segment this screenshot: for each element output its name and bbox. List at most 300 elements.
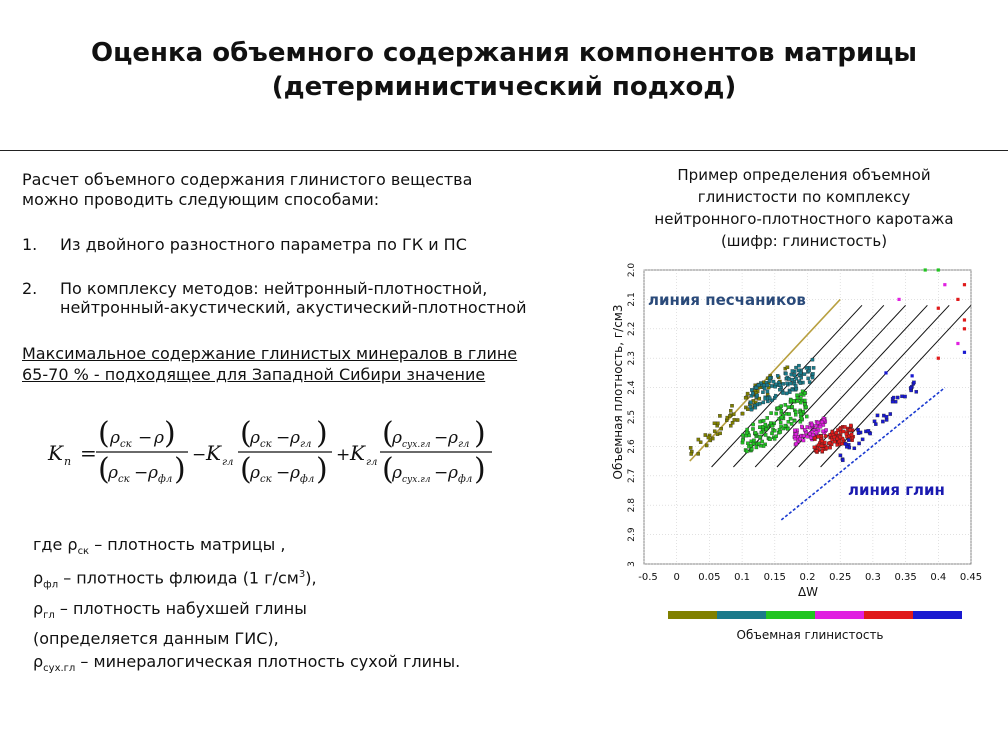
f2-den-sub2: фл [300,474,315,485]
scatter-point [867,429,870,432]
scatter-point [813,437,816,440]
scatter-point [894,400,897,403]
def2-end: ), [305,568,317,588]
y-tick-label: 2.0 [627,262,637,278]
f3-num-rho2: ρ [448,428,458,448]
scatter-point [794,366,797,369]
scatter-point [769,437,772,440]
paren-close-6: ) [474,452,486,487]
list-item-2-line-2: нейтронный-акустический, акустический-плотностной [60,298,527,317]
x-tick-label: 0.3 [864,572,881,583]
def3-rest: – плотность набухшей глины [54,598,307,618]
scatter-point [794,413,797,416]
paren-close-2: ) [174,452,186,487]
scatter-point [778,388,781,391]
list-item-2-line-1: По комплексу методов: нейтронный-плотностной, [60,279,488,298]
scatter-point [711,437,714,440]
scatter-point [745,434,748,437]
list-item-1-number: 1. [22,235,38,254]
scatter-point [762,419,765,422]
scatter-point [785,382,788,385]
scatter-point [746,392,749,395]
outlier-point [937,307,940,310]
def5-rest: – минералогическая плотность сухой глины. [75,651,461,671]
scatter-point [797,364,800,367]
scatter-point [744,396,747,399]
scatter-point [839,454,842,457]
scatter-point [793,429,796,432]
scatter-point [795,377,798,380]
colorbar-segment [913,611,962,619]
scatter-point [704,433,707,436]
x-tick-label: 0.05 [698,572,721,583]
scatter-point [807,377,810,380]
def2-sup: 3 [298,569,306,581]
scatter-point [803,373,806,376]
scatter-point [790,373,793,376]
scatter-point [874,423,877,426]
paren-close-3: ) [316,416,328,451]
caption-line-1: Пример определения объемной [677,166,931,184]
f2-den-rho2: ρ [290,463,300,483]
scatter-point [799,381,802,384]
scatter-point [803,399,806,402]
scatter-point [900,395,903,398]
sand-line-label: линия песчаников [648,291,806,309]
scatter-point [689,446,692,449]
scatter-point [857,432,860,435]
scatter-point [769,411,772,414]
scatter-point [802,434,805,437]
scatter-point [784,403,787,406]
f2-num-rho2: ρ [290,428,300,448]
scatter-point [782,382,785,385]
formula-plus: + [336,445,351,465]
def5-sub: сух.гл [43,663,76,675]
y-axis-label: Объемная плотность, г/см3 [611,304,625,480]
scatter-point [843,425,846,428]
scatter-point [769,421,772,424]
x-tick-label: 0.45 [959,572,983,583]
def5-prefix: ρ [33,651,44,671]
scatter-point [713,430,716,433]
f1-num-minus: − [138,428,153,448]
scatter-point [812,366,815,369]
caption-line-2: глинистости по комплексу [697,188,911,206]
x-tick-label: 0.35 [894,572,917,583]
scatter-point [766,390,769,393]
outlier-point [937,357,940,360]
f1-den-sub2: фл [158,474,173,485]
definition-line-4: (определяется данным ГИС), [33,628,279,648]
scatter-point [813,446,816,449]
scatter-point [736,418,739,421]
outlier-point [924,268,927,271]
scatter-point [761,391,764,394]
scatter-point [758,435,761,438]
scatter-point [728,414,731,417]
def3-prefix: ρ [33,598,44,618]
scatter-point [825,446,828,449]
f1-den-sub: ск [118,474,130,485]
scatter-point [795,442,798,445]
outlier-point [884,371,887,374]
scatter-point [793,419,796,422]
scatter-point [731,421,734,424]
def2-prefix: ρ [33,568,44,588]
f3-num-rho: ρ [392,428,402,448]
scatter-point [789,399,792,402]
scatter-point [839,427,842,430]
scatter-point [774,394,777,397]
scatter-point [799,401,802,404]
scatter-point [763,387,766,390]
colorbar-segment [668,611,717,619]
scatter-point [811,372,814,375]
scatter-point [808,432,811,435]
f3-den-minus: − [434,463,449,483]
scatter-point [915,390,918,393]
x-tick-label: -0.5 [638,572,658,583]
formula-k: K [48,441,63,465]
outlier-point [963,327,966,330]
intro-line-2: можно проводить следующим способами: [22,190,380,209]
x-tick-label: 0.1 [734,572,751,583]
scatter-point [713,422,716,425]
colorbar-segment [815,611,864,619]
formula-minus-2: − [192,445,207,465]
f2-num-sub2: гл [300,439,312,450]
scatter-point [889,412,892,415]
scatter-point [780,409,783,412]
note-line-1: Максимальное содержание глинистых минералов в глине [22,344,518,363]
scatter-point [850,433,853,436]
def3-sub: гл [43,609,55,621]
f3-num-sub2: гл [458,439,470,450]
definition-line-1 [33,533,460,563]
scatter-point [811,358,814,361]
scatter-point [745,450,748,453]
scatter-point [798,437,801,440]
scatter-point [820,444,823,447]
scatter-point [773,437,776,440]
scatter-point [794,384,797,387]
scatter-point [805,415,808,418]
scatter-point [803,391,806,394]
scatter-point [768,377,771,380]
scatter-point [746,428,749,431]
scatter-point [751,423,754,426]
scatter-point [760,431,763,434]
outlier-point [963,318,966,321]
chart-caption [634,164,974,252]
caption-line-3: нейтронного-плотностного каротажа [654,210,954,228]
f1-num-sub: ск [120,439,132,450]
scatter-point [903,395,906,398]
outlier-point [937,268,940,271]
scatter-point [785,392,788,395]
scatter-point [764,433,767,436]
scatter-point [794,410,797,413]
f1-den-minus: − [134,463,149,483]
scatter-point [787,377,790,380]
scatter-point [777,406,780,409]
title-divider [0,150,1008,151]
scatter-point [896,396,899,399]
scatter-point [811,376,814,379]
x-tick-label: 0.2 [799,572,816,583]
outlier-point [943,283,946,286]
x-tick-label: 0.15 [763,572,786,583]
f2-num-sub: ск [260,439,272,450]
def1-sub: ск [77,546,90,558]
def1-prefix: где ρ [33,535,78,554]
scatter-point [817,421,820,424]
paren-open-2: ( [98,452,110,487]
scatter-point [787,406,790,409]
scatter-point [791,378,794,381]
outlier-point [963,351,966,354]
paren-open-3: ( [240,416,252,451]
scatter-point [892,396,895,399]
scatter-point [779,421,782,424]
scatter-point [861,438,864,441]
scatter-point [787,412,790,415]
formula-k2-sub: гл [222,457,234,468]
scatter-point [765,428,768,431]
f2-den-sub: ск [260,474,272,485]
scatter-point [707,436,710,439]
scatter-point [885,415,888,418]
scatter-point [789,382,792,385]
scatter-point [741,439,744,442]
y-tick-label: 2.8 [627,498,637,513]
def2-mid: – плотность флюида (1 г/см [58,568,299,588]
paren-open-5: ( [382,416,394,451]
f3-den-rho2: ρ [448,463,458,483]
scatter-point [788,391,791,394]
scatter-point [891,400,894,403]
scatter-point [808,369,811,372]
scatter-point [757,442,760,445]
scatter-point [881,420,884,423]
formula-equals: = [80,441,97,465]
colorbar-segment [766,611,815,619]
paren-open-1: ( [98,416,110,451]
scatter-point [758,426,761,429]
scatter-point [794,437,797,440]
scatter-point [817,435,820,438]
scatter-point [754,406,757,409]
formula-k3-sub: гл [366,457,378,468]
scatter-point [885,418,888,421]
scatter-point [772,380,775,383]
scatter-point [741,434,744,437]
scatter-point [775,412,778,415]
scatter-point [690,452,693,455]
title-line-2: (детерминистический подход) [271,72,737,102]
scatter-point [835,431,838,434]
scatter-point [841,459,844,462]
scatter-point [912,381,915,384]
scatter-point [766,416,769,419]
paren-close-4: ) [316,452,328,487]
scatter-point [802,439,805,442]
paren-open-4: ( [240,452,252,487]
scatter-point [776,374,779,377]
f1-den-rho: ρ [108,463,118,483]
scatter-point [821,430,824,433]
scatter-point [750,408,753,411]
scatter-point [873,420,876,423]
scatter-point [793,374,796,377]
scatter-point [794,433,797,436]
scatter-point [756,394,759,397]
scatter-point [774,385,777,388]
scatter-point [697,452,700,455]
f2-den-rho: ρ [250,463,260,483]
scatter-point [780,404,783,407]
scatter-point [789,417,792,420]
scatter-point [716,422,719,425]
scatter-point [820,420,823,423]
scatter-point [853,447,856,450]
colorbar-label: Объемная глинистость [736,628,884,642]
scatter-point [795,394,798,397]
scatter-point [720,427,723,430]
scatter-point [819,425,822,428]
scatter-point [761,440,764,443]
scatter-point [749,401,752,404]
scatter-point [751,392,754,395]
scatter-point [828,446,831,449]
scatter-point [733,418,736,421]
intro-line-1: Расчет объемного содержания глинистого вещества [22,170,473,189]
scatter-point [844,442,847,445]
scatter-point [836,443,839,446]
scatter-point [822,423,825,426]
scatter-point [786,366,789,369]
scatter-point [764,397,767,400]
scatter-point [806,435,809,438]
scatter-point [800,417,803,420]
scatter-point [799,420,802,423]
f3-den-rho: ρ [392,463,402,483]
scatter-point [762,401,765,404]
scatter-point [729,424,732,427]
scatter-point [758,420,761,423]
scatter-point [790,422,793,425]
scatter-point [839,436,842,439]
scatter-point [745,431,748,434]
scatter-point [820,439,823,442]
scatter-point [784,372,787,375]
formula-k-sub-p: п [64,455,72,468]
scatter-point [791,369,794,372]
slide-title [0,36,1008,104]
x-axis-label: ΔW [797,585,819,599]
definition-line-2 [33,563,460,597]
scatter-point [730,404,733,407]
def2-sub: фл [43,579,59,591]
outlier-point [963,283,966,286]
list-item-2 [22,279,487,299]
scatter-point [770,384,773,387]
x-tick-label: 0.25 [829,572,852,583]
y-tick-label: 2.4 [627,380,637,395]
y-tick-label: 2.3 [627,351,637,366]
scatter-point [729,409,732,412]
scatter-point [757,384,760,387]
scatter-point [856,428,859,431]
f3-num-sub: сух.гл [402,440,431,450]
scatter-point [803,428,806,431]
f1-num-rho: ρ [110,428,120,448]
scatter-point [849,429,852,432]
scatter-point [764,423,767,426]
f1-num-rho2: ρ [154,428,164,448]
scatter-point [751,427,754,430]
x-tick-label: 0 [673,572,680,583]
formula-k2: K [206,441,221,465]
scatter-point [833,440,836,443]
scatter-point [697,438,700,441]
scatter-point [755,446,758,449]
scatter-point [845,445,848,448]
clay-volume-formula [40,415,510,495]
scatter-point [799,371,802,374]
f2-den-minus: − [276,463,291,483]
scatter-point [796,399,799,402]
scatter-point [815,431,818,434]
scatter-point [824,434,827,437]
def1-rest: – плотность матрицы , [89,535,286,554]
y-tick-label: 2.9 [627,527,637,542]
scatter-point [845,432,848,435]
definitions [33,533,460,680]
y-tick-label: 2.2 [627,321,637,336]
paren-close-1: ) [164,416,176,451]
scatter-point [808,380,811,383]
scatter-point [758,402,761,405]
title-line-1: Оценка объемного содержания компонентов матрицы [91,38,917,68]
scatter-point [752,439,755,442]
y-tick-label: 2.6 [627,439,637,454]
list-item-1 [22,235,467,255]
scatter-point [732,413,735,416]
colorbar-segment [717,611,766,619]
scatter-point [750,388,753,391]
f3-num-minus: − [434,428,449,448]
scatter-point [784,424,787,427]
scatter-point [746,442,749,445]
scatter-point [768,397,771,400]
x-tick-label: 0.4 [930,572,947,583]
scatter-point [842,430,845,433]
scatter-point [762,384,765,387]
outlier-point [911,374,914,377]
scatter-point [780,416,783,419]
scatter-point [799,412,802,415]
f3-den-sub: сух.гл [402,475,431,485]
scatter-point [909,386,912,389]
y-tick-label: 2.7 [627,468,637,483]
scatter-point [805,406,808,409]
scatter-point [787,420,790,423]
scatter-point [821,450,824,453]
paren-close-5: ) [474,416,486,451]
scatter-point [814,424,817,427]
